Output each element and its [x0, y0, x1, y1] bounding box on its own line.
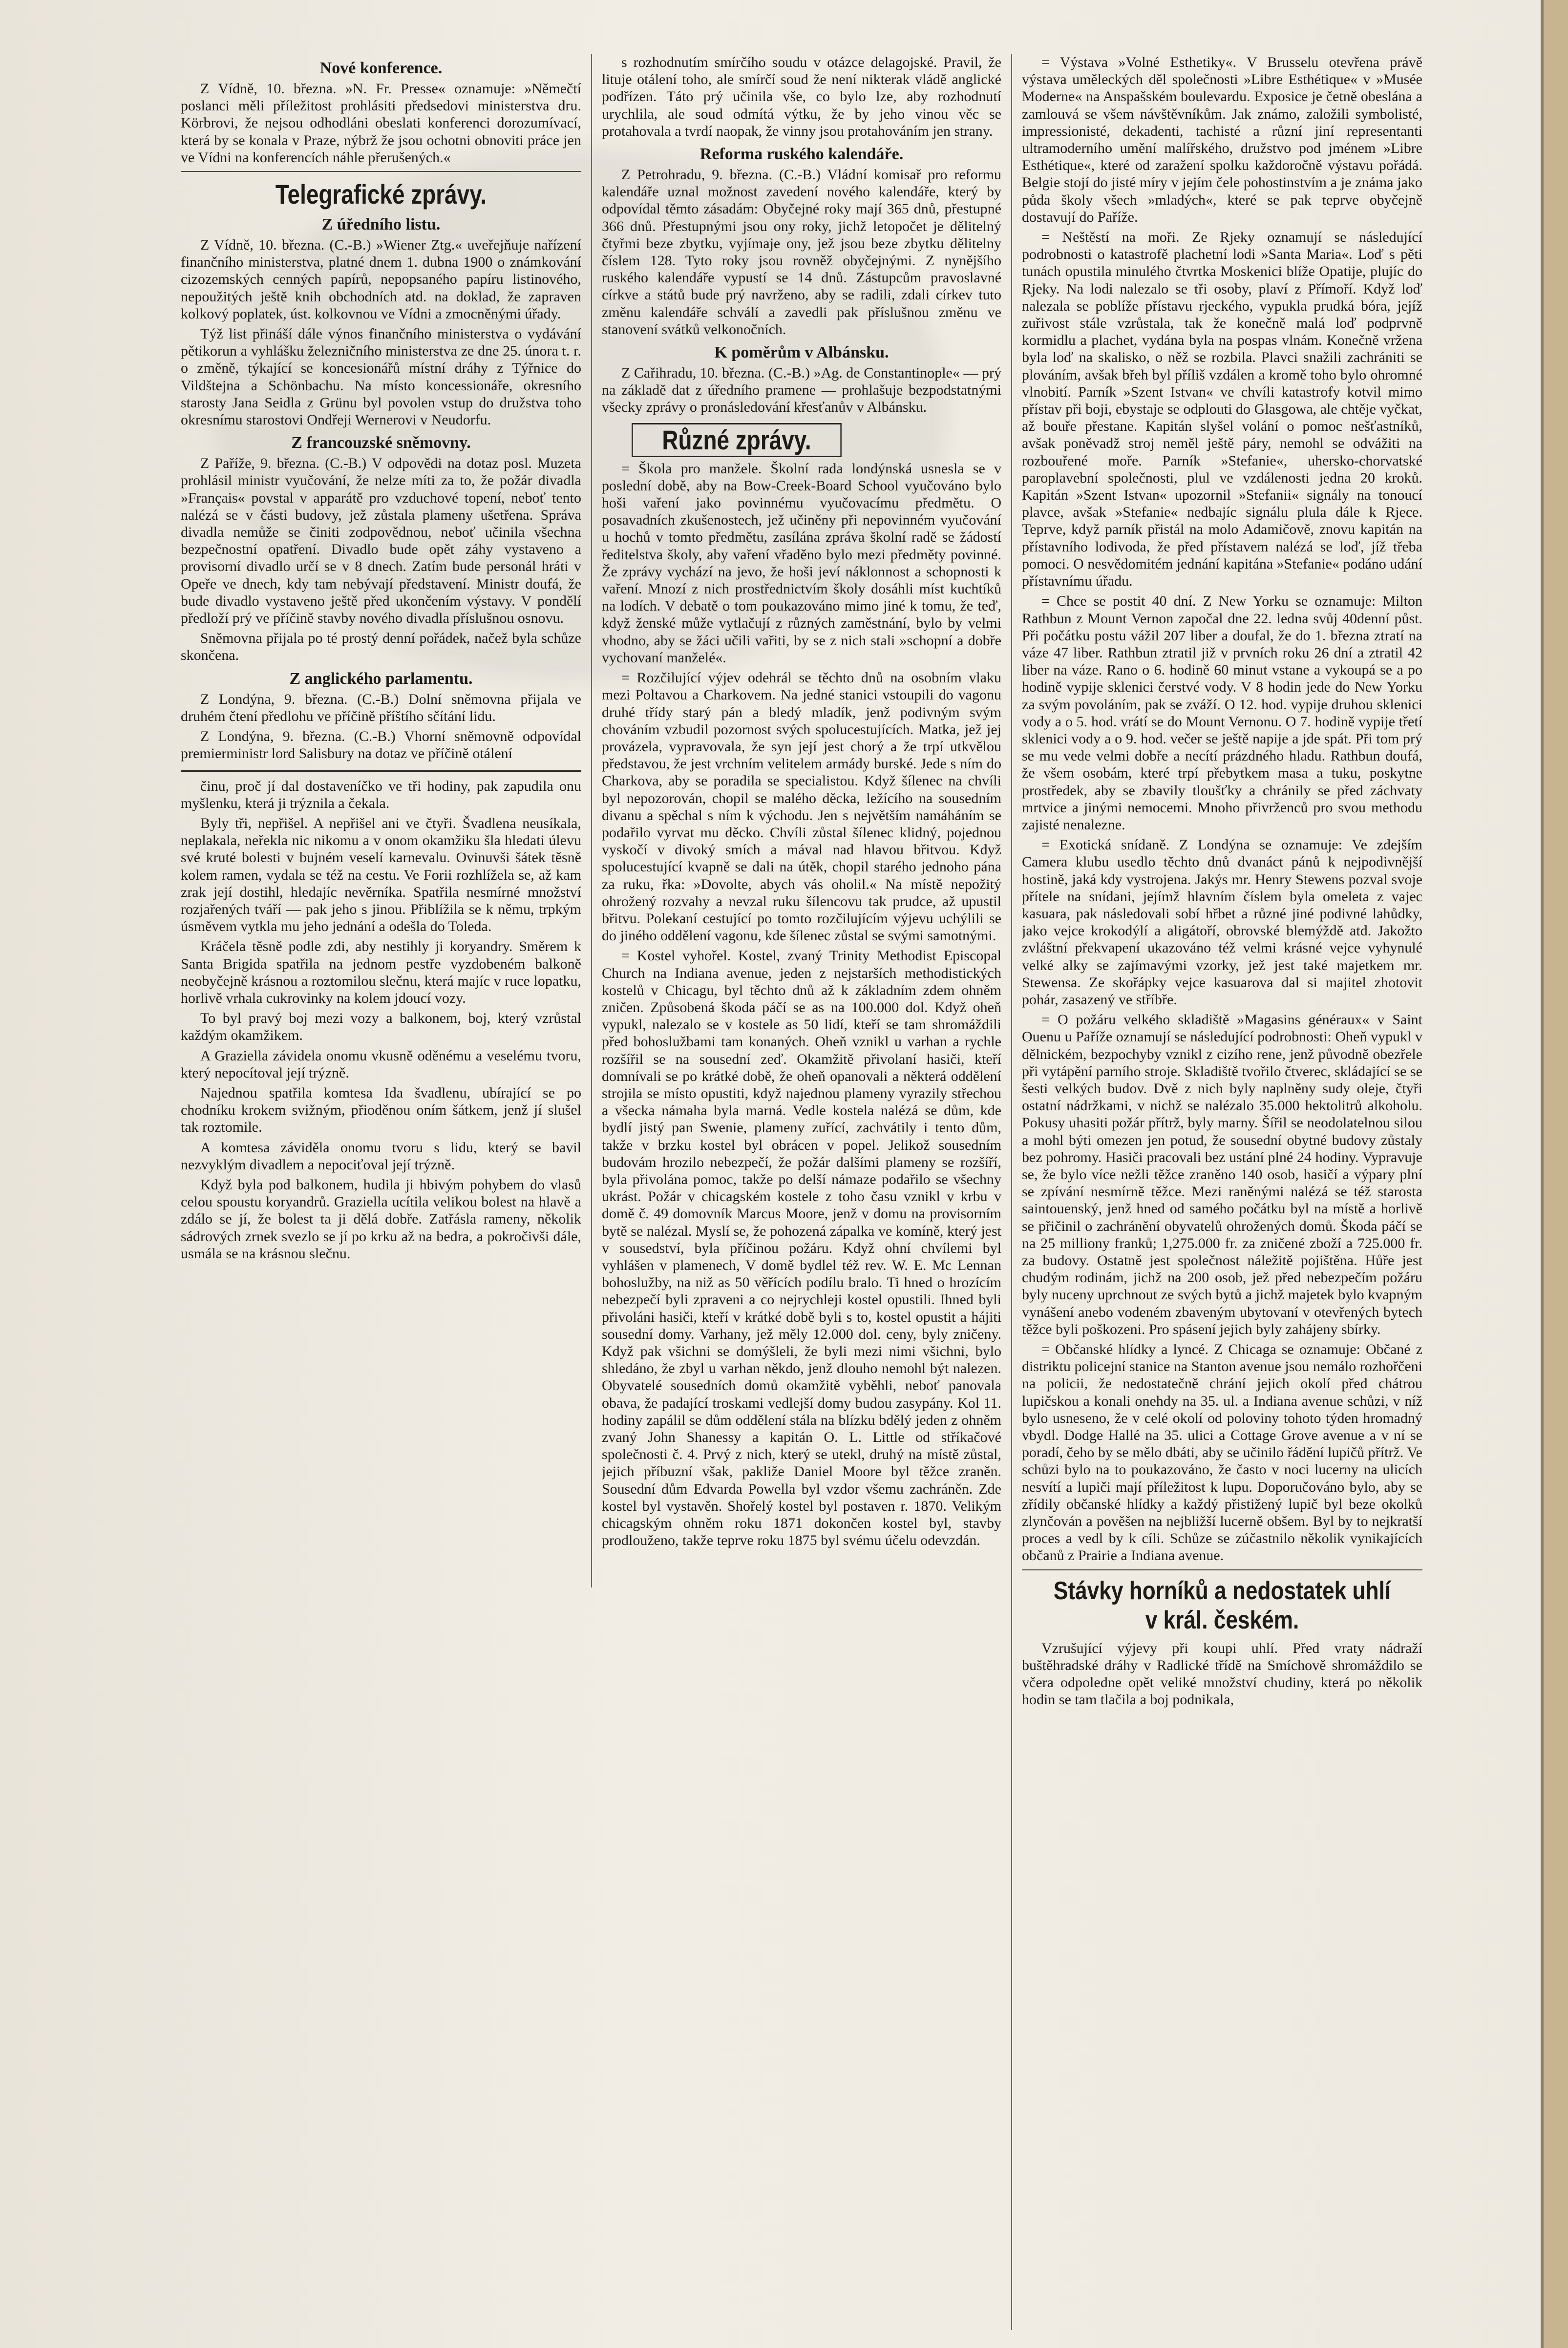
heading-telegraficke-zpravy: Telegrafické zprávy. — [275, 179, 487, 210]
heading-nove-konference: Nové konference. — [319, 59, 443, 77]
subheading-reforma-kalendare: Reforma ruského kalendáře. — [699, 145, 904, 164]
feuilleton-paragraph: Byly tři, nepřišel. A nepřišel ani ve čtyři. Švadlena neusíkala, neplakala, neřekla nic nikomu a v onom okamžiku šla hledati úlevu své kruté bolesti v bujném veselí karnevalu. Ovinuvši šátek těsně kolem ramen, vydala se též na cestu. Ve Forii rozhlížela se, až kam zrak její dostihl, hledajíc nevěrníka. Spatřila nesmírné množství rozjařených tváří — pak jeho s jinou. Přiblížila se k němu, trpkým úsměvem vytkla mu jeho jednání a odešla do Toleda. — [181, 815, 581, 935]
column-3 — [1022, 54, 1422, 2320]
article-francouzske-1: Z Paříže, 9. března. (C.-B.) V odpovědi na dotaz posl. Muzeta prohlásil ministr vyučování, že nelze míti za to, že požár divadla »Français« povstal v apparátě pro vzduchové topení, neboť tento nalézá se v části budovy, jež zůstala plameny ušetřena. Správa divadla nemůže se činiti zodpovědnou, neboť učinila všechna bezpečnostní opatření. Divadlo bude opět záhy vystaveno a provisorní divadlo určí se v 8 dnech. Zatím bude personál hráti v Opeře ve dnech, kdy tam nebývají představení. Ministr doufá, že bude divadlo vystaveno ještě před ukončením výstavy. V pondělí předloží prý ve příčině stavby nového divadla příslušnou osnovu. — [181, 455, 581, 627]
feuilleton-paragraph: Kráčela těsně podle zdi, aby nestihly ji koryandry. Směrem k Santa Brigida spatřila na jednom pestře vyzdobeném balkoně neobyčejně krásnou a roztomilou slečnu, která majíc v ruce lopatku, horlivě vrhala cukrovinky na kolem jdoucí vozy. — [181, 938, 581, 1006]
feuilleton-paragraph: činu, proč jí dal dostaveníčko ve tři hodiny, pak zapudila onu myšlenku, která ji trýznila a čekala. — [181, 778, 581, 811]
article-francouzske-2: Sněmovna přijala po té prostý denní pořádek, načež byla schůze skončena. — [181, 630, 581, 664]
news-item: = Neštěstí na moři. Ze Rjeky oznamují se následující podrobnosti o katastrofě plachetní lodi »Santa Maria«. Loď s pěti tunách opustila minulého čtvrtka Moskenici blíže Opatije, plujíc do Rjeky. Na lodi nalezalo se tři osoby, plaví z Přímoří. Když loď nalezala se poblíže přístavu rjeckého, vypukla prudká bóra, jejíž zuřivost stále vzrůstala, tak že konečně malá loď podprvně kormidlu a plachet, vydána byla na pospas vlnám. Konečně vržena byla loď na skalisko, o něž se rozbila. Plavci snažili zachrániti se plováním, avšak břeh byl příliš vzdálen a kromě toho bylo ohromné vlnobití. Parník »Szent Istvan« ve chvíli katastrofy kotvil mimo přístav při boji, ebystaje se odplouti do Glasgowa, ale chtěje vyčkat, až bouře přestane. Kapitán slyšel volání o pomoc nešťastníků, avšak poněvadž stroj neměl ještě páry, nemohl se odvážiti na rozbouřené moře. Parník »Stefanie«, uhersko-chorvatské paroplavební společnosti, plul ve vzdálenosti jedna 20 kroků. Kapitán »Szent Istvan« upozornil »Stefanii« signály na tonoucí plavce, avšak »Stefanie« nedbajíc signálu plula dále k Rjece. Teprve, když parník přistál na molo Adamičově, znovu kapitán na přístavního lodivoda, že před přístavem nalézá se loď, jíž třeba pomoci. O nesvědomitém jednání kapitána »Stefanie« podáno udání přístavnímu úřadu. — [1022, 229, 1422, 590]
article-albansko: Z Cařihradu, 10. března. (C.-B.) »Ag. de Constantinople« — prý na základě dat z úředního pramene — prohlašuje bezpodstatnými všecky zprávy o pronásledování křesťanův v Albánsku. — [602, 365, 1001, 416]
subheading-pomery-albansko: K poměrům v Albánsku. — [714, 343, 889, 362]
news-item: = Škola pro manžele. Školní rada londýnská usnesla se v poslední době, aby na Bow-Creek-Board School vyučováno bylo hoši vaření jako povinnému vyučovacímu předmětu. O posavadních zkušenostech, jež učiněny při nepovinném vyučování u hochů v tomto předmětu, zasílána zpráva školní radě se žádostí ředitelstva školy, aby vaření vřaděno bylo mezi předměty povinné. Že zprávy vychází na jevo, že hoši jeví náklonnost a schopnosti k vaření. Mnozí z nich prostřednictvím školy dosáhli míst kuchtíků na lodích. V debatě o tom poukazováno mimo jiné k tomu, že teď, když ženské může vytlačují z různých zaměstnání, bylo by velmi vhodno, aby se žáci učili vařiti, by se z nich stali »schopní a dobře vychovaní manželé«. — [602, 460, 1001, 666]
column-rule-2 — [1011, 54, 1012, 2330]
news-item: = Chce se postit 40 dní. Z New Yorku se oznamuje: Milton Rathbun z Mount Vernon započal dne 22. ledna svůj 40denní půst. Při počátku postu vážil 207 liber a doufal, že do 1. března ztratí na váze 47 liber. Rathbun ztratil již v prvních roku 26 dní a ztratil 42 liber na váze. Rano o 6. hodině 60 minut vstane a vykoupá se a po hodině vypije sklenici čerstvé vody. V 8 hodin jede do New Yorku za svým povoláním, pak se zváží. O 12. hod. vypije druhou sklenici vody a o 5. hod. vrátí se do Mount Vernonu. O 7. hodině vypije třetí sklenici vody a o 9. hod. večer se ještě napije a jde spát. Při tom prý se mu vede velmi dobře a necítí prázdného hladu. Rathbun doufá, že všem osobám, které trpí přebytkem masa a tuku, poskytne prostředek, aby se zbavily tloušťky a chránily se před záchvaty mrtvice a jinými nemocemi. Mnoho přivrženců pro svou methodu zajisté nenalezne. — [1022, 593, 1422, 833]
news-item: = Rozčilující výjev odehrál se těchto dnů na osobním vlaku mezi Poltavou a Charkovem. Na jedné stanici vstoupili do vagonu druhé třídy starý pán a bledý mladík, jenž podivným svým chováním vzbudil pozornost svých spolucestujících. Matka, jež jej provázela, vypravovala, že syn její jest chorý a že trpí utkvělou představou, že jest vrchním velitelem armády burské. Jede s ním do Charkova, aby se poradila se specialistou. Když šílenec na chvíli byl nepozorován, chopil se malého děcka, ležícího na sousedním divanu a spěchal s ním k východu. Jen s největším namáháním se podařilo vyrvat mu děcko. Chvíli zůstal šílenec klidný, pojednou vyskočí v divoký smích a mával nad hlavou břitvou. Když spolucestující kvapně se dali na útěk, chopil starého jednoho pána za ruku, řka: »Dovolte, abych vás oholil.« Na místě nepožitý ohrožený rozvahy a nevzal ruku šílencovu tak prudce, až upustil břitvu. Polekaní cestující po tomto rozčilujícím výjevu uchýlili se do jiného oddělení vagonu, kde šílenec zůstal se svými samotnými. — [602, 670, 1001, 944]
subheading-francouzske-snemovny: Z francouzské sněmovny. — [291, 434, 471, 452]
subheading-anglickeho-parlamentu: Z anglického parlamentu. — [289, 669, 473, 688]
feuilleton-paragraph: A komtesa záviděla onomu tvoru s lidu, který se bavil nezvyklým divadlem a nepociťoval její trýzně. — [181, 1139, 581, 1173]
section-divider — [181, 171, 581, 172]
heading-stavky-horniku: Stávky horníků a nedostatek uhlí v král. českém. — [1053, 1576, 1391, 1634]
article-anglicke-2: Z Londýna, 9. března. (C.-B.) Vhorní sněmovně odpovídal premierministr lord Salisbury na dotaz ve příčině otálení — [181, 728, 581, 762]
feuilleton-paragraph: Když byla pod balkonem, hudila ji hbivým pohybem do vlasů celou spoustu koryandrů. Graziella ucítila velikou bolest na hlavě a zdálo se jí, že bolest ta ji dělá dobře. Zatřásla rameny, několik sádrových zrnek svezlo se jí po krku až na bedra, a pokročivši dále, usmála se na krásnou slečnu. — [181, 1176, 581, 1262]
subheading-uradni-list: Z úředního listu. — [321, 215, 441, 234]
article-stavky: Vzrušující výjevy při koupi uhlí. Před vraty nádraží buštěhradské dráhy v Radlické třídě na Smíchově shromáždilo se včera odpoledne opět veliké množství chudiny, která po několik hodin se tam tlačila a boj podnikala, — [1022, 1640, 1422, 1708]
news-item: = Občanské hlídky a lyncé. Z Chicaga se oznamuje: Občané z distriktu policejní stanice na Stanton avenue jsou nemálo rozhořčeni na policii, že nedostatečně chrání jejich okolí před chátrou lupičskou a konali onehdy na 35. ul. a Indiana avenue schůzi, v níž bylo usneseno, že v celé okolí od poloviny tohoto týden hromadný vbydl. Dodge Hallé na 35. ulici a Cottage Grove avenue a v ní se poradí, čeho by se mělo dbáti, aby se učinilo řádění lupičů přítrž. Ve schůzi bylo na to poukazováno, že často v noci lucerny na ulicích nesvítí a lupiči mají příležitost k lupu. Doporučováno bylo, aby se zřídily občanské hlídky a každý přistižený lupič byl beze okolků zlynčován a pověšen na nejbližší lucerně obšem. Byl by to nejkratší proces a vedl by k cíli. Schůze se zúčastnilo několik vynikajících občanů z Prairie a Indiana avenue. — [1022, 1341, 1422, 1564]
news-item: = Exotická snídaně. Z Londýna se oznamuje: Ve zdejším Camera klubu usedlo těchto dnů dvanáct pánů k nejpodivnější hostině, jaká kdy vystrojena. Jakýs mr. Henry Stewens pozval svoje přítele na snídani, jejímž hlavním číslem byla omeleta z vajec kasuara, pak následovali sobí hřbet a různé jiné podivné lahůdky, jako vejce krokodýlí a aligátoří, obrovské blemýždě atd. Jakožto zvláštní překvapení ukazováno též velmi krásné vejce vyhynulé velké alky se zajímavými vzorky, jež jest také majetkem mr. Stewensa. Ze skořápky vejce kasuarova dal si majitel zhotovit pohár, zasazený ve stříbře. — [1022, 837, 1422, 1008]
article-anglicke-1: Z Londýna, 9. března. (C.-B.) Dolní sněmovna přijala ve druhém čtení předlohu ve příčině příštího sčítání lidu. — [181, 691, 581, 724]
feuilleton-paragraph: A Graziella závidela onomu vkusně oděnému a veselému tvoru, který nepocítoval její trýzně. — [181, 1047, 581, 1081]
column-1 — [181, 54, 581, 2320]
news-item: = O požáru velkého skladiště »Magasins généraux« v Saint Ouenu u Paříže oznamují se následující podrobnosti: Oheň vypukl v dělnickém, bezpochyby vznikl z cizího rene, jenž původně obezřele při vytápění parního stroje. Skladiště tvořilo čtverec, skládající se se šesti velkých budov. Dvě z nich byly naplněny sudy oleje, čtyři ostatní nádržkami, v nichž se nalézalo 35.000 hektolitrů alkoholu. Pokusy uhasiti požár přítrž, byly marny. Šířil se neodolatelnou silou a mohl býti omezen jen potud, že sousední obytné budovy zůstaly bez pohromy. Hasiči pracovali bez ustání plné 24 hodiny. Vypravuje se, že bylo více nežli těžce zraněno 140 osob, hasičí a výpary plní se zpívání nesmírně těžce. Mezi raněnými nalézá se též starosta saintouenský, jenž hned od samého počátku byl na místě a horlivě se přičinil o zachránění obyvatelů ohrožených domů. Škoda páčí se na 25 milliony franků; 1,275.000 fr. za zničené zboží a 725.000 fr. za budovy. Ostatně jest společnost náležitě pojištěna. Hůře jest chudým rodinám, jichž na 200 osob, jež před nebezpečím požáru byly nuceny uprchnout ze svých bytů a jichž majetek bylo kvapným vynášení anebo vodeném zbaveným ubytovaní v otevřených bytech těžce byli poškozeni. Pro spásení jejich byly zahájeny sbírky. — [1022, 1012, 1422, 1337]
news-item: = Výstava »Volné Esthetiky«. V Brusselu otevřena právě výstava uměleckých děl společnosti »Libre Esthétique« v »Musée Moderne« na Anspašském boulevardu. Exposice je četně obeslána a zamlouvá se všem návštěvníkům. Jak známo, založili symbolisté, impressionisté, dekadenti, tachisté a různí jiní representanti ultramoderního umění malířského, družstvo pod jménem »Libre Esthétique«, které od zaražení spolku každoročně výstavu pořádá. Belgie stojí do jisté míry v jejím čele pohostinstvím a je známa jako půda školy všech »mladých«, které se pak teprve obyčejně dostavují do Paříže. — [1022, 54, 1422, 225]
article-delagoa-continued: s rozhodnutím smírčího soudu v otázce delagojské. Pravil, že lituje otálení toho, ale smírčí soud že není nikterak vládě anglické podřízen. Táto prý učinila vše, co bylo lze, aby rozhodnutí urychlila, ale soud odmítá výtku, že by jeho vinou věc se protahovala a tvrdí naopak, že vinny jsou protahováním jen strany. — [602, 54, 1001, 139]
feuilleton-paragraph: To byl pravý boj mezi vozy a balkonem, boj, který vzrůstal každým okamžikem. — [181, 1010, 581, 1044]
section-divider — [1022, 1569, 1422, 1570]
article-uradni-1: Z Vídně, 10. března. (C.-B.) »Wiener Ztg.« uveřejňuje nařízení finančního ministerstva, platné dnem 1. dubna 1900 o známkování cizozemských cenných papírů, nepopsaného papíru listinového, nepoužitých ještě knih obchodních atd. na doklad, že zapraven kolkový poplatek, úst. kolkovnou ve Vídni a zmocněnými úřady. — [181, 237, 581, 322]
column-rule-1 — [591, 54, 592, 1587]
heading-ruzne-zpravy: Různé zprávy. — [632, 423, 842, 457]
feuilleton-divider — [181, 770, 581, 772]
column-2 — [602, 54, 1001, 2320]
article-uradni-2: Týž list přináší dále výnos finančního ministerstva o vydávání pětikorun a vyhlášku železničního ministerstva ze dne 25. února t. r. o změně, týkající se koncesionářů místní dráhy z Týřnice do Vildštejna a Schönbachu. Na místo koncessionáře, okresního starosty Jana Seidla z Grünu byl povolen vstup do družstva toho okresnímu starostovi Ondřeji Wernerovi v Neudorfu. — [181, 326, 581, 428]
article-konference: Z Vídně, 10. března. »N. Fr. Presse« oznamuje: »Němečtí poslanci měli příležitost prohlásiti předsedovi ministerstva dru. Körbrovi, že nejsou odhodláni obeslati konferenci dorozumívací, která by se konala v Praze, nýbrž že jsou ochotni obnoviti práce jen ve Vídni na konferencích náhle přerušených.« — [181, 81, 581, 166]
news-item: = Kostel vyhořel. Kostel, zvaný Trinity Methodist Episcopal Church na Indiana avenue, jeden z nejstarších methodistických kostelů v Chicagu, byl těchto dnů až k základním zdem ohněm zničen. Způsobená škoda páčí se as na 100.000 dol. Když oheň vypukl, nalezalo se v kostele as 50 lidí, kteří se tam shromáždili před bohoslužbami tam konaných. Oheň vznikl u varhan a rychle rozšířil se na sousední zeď. Okamžitě přivolaní hasiči, kteří domnívali se po krátké době, že oheň opanovali a některá oddělení strojila se místo opustiti, když najednou plameny vyrazily střechou a všecka námaha byla marná. Vedle kostela nalézá se dům, kde bydlí jistý pan Swenie, plameny zuřící, zachvátily i tento dům, takže v brzku kostel byl obrácen v popel. Jelikož sousedním budovám hrozilo nebezpečí, že požár dalšími plameny se rozšíří, byla přivolána pomoc, takže po delší námaze podařilo se všechny ukrást. Požár v chicagském kostele z toho času vznikl v krbu v domě č. 49 domovník Marcus Moore, jenž v domu na provisorním bytě se nalézal. Myslí se, že pohozená zápalka ve komíně, který jest v sousedství, byla příčinou požáru. Když ohní chvílemi byl vyhlášen v plamenech, V domě bydlel též rev. W. E. Mc Lennan bohoslužby, na niž as 50 věřících podílu bralo. Ti hned o hrozícím nebezpečí byli zpraveni a co nejrychleji kostel opustili. Ihned byli přivoláni hasiči, kteří v krátké době byli s to, kostel opustit a hájiti sousední domy. Varhany, jež měly 12.000 dol. ceny, byly zničeny. Když pak všichni se domýšleli, že byli mezi nimi všichni, bylo shledáno, že zbyl u varhan někdo, jenž dlouho nemohl být nalezen. Obyvatelé sousedních domů okamžitě vyběhli, neboť panovala obava, že padající troskami vedlejší domy budou zasypány. Kol 11. hodiny zapálil se dům oddělení stála na blízku bdělý jeden z ohněm zvaný John Shanessy a kapitán O. L. Little od stříkačové společnosti č. 4. Prvý z nich, který se utekl, druhý na místě zůstal, jejich příbuzní však, pakliže Daniel Moore byl těžce zraněn. Sousední dům Edvarda Powella byl vzdor všemu zachráněn. Zde kostel byl vystavěn. Shořelý kostel byl postaven r. 1870. Velikým chicagským ohněm roku 1871 dokončen kostel byl, stavby prodlouženo, takže teprve roku 1875 byl svému účelu odevzdán. — [602, 948, 1001, 1549]
feuilleton-paragraph: Najednou spatřila komtesa Ida švadlenu, ubírající se po chodníku krokem svižným, přioděnou oním šátkem, jenž jí slušel tak roztomile. — [181, 1084, 581, 1136]
article-reforma-kalendare: Z Petrohradu, 9. března. (C.-B.) Vládní komisař pro reformu kalendáře uznal možnost zavedení nového kalendáře, který by odpovídal těmto zásadám: Obyčejné roky mají 365 dnů, přestupné 366 dnů. Přestupnými jsou ony roky, jichž letopočet je dělitelný čtyřmi beze zbytku, vyjímaje ony, jež jsou beze zbytku dělitelny číslem 128. Tyto roky jsou rovněž obyčejnými. Z nynějšího ruského kalendáře vypustí se 14 dnů. Zástupcům pravoslavné církve a států bude prý navrženo, aby se radili, zdali církev tuto změnu kalendáře schválí a zavedli pak příslušnou změnu ve stanovení svátků velkonočních. — [602, 167, 1001, 338]
scan-edge — [1544, 0, 1568, 2348]
